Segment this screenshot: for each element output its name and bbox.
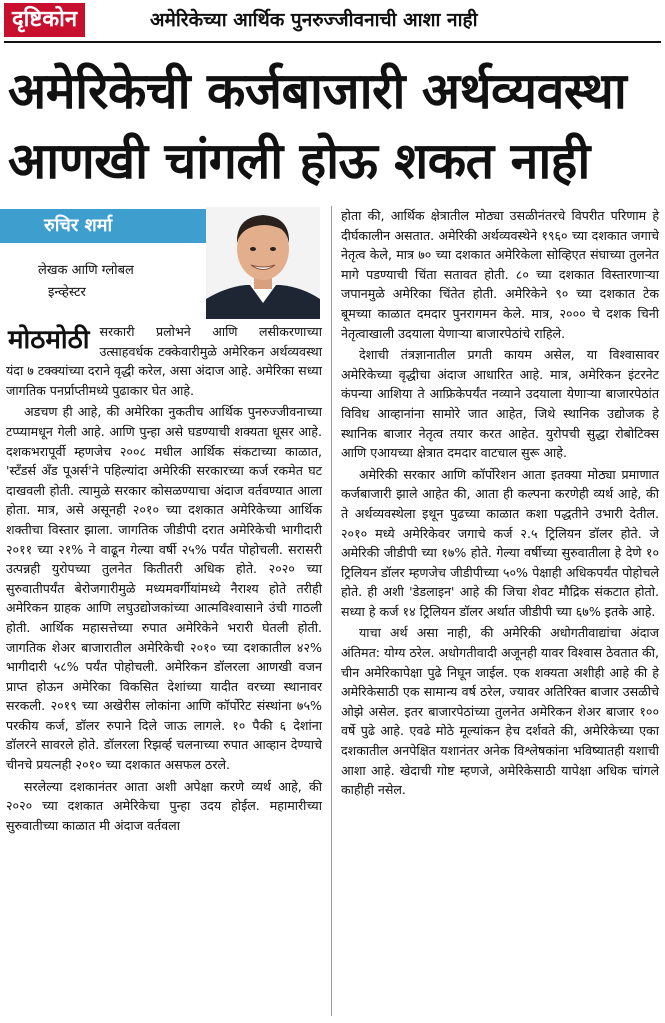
author-portrait-illustration: [206, 207, 320, 319]
article-paragraph: होता की, आर्थिक क्षेत्रातील मोठ्या उसळीनंतरचे विपरीत परिणाम हे दीर्घकालीन असतात. अमेरिकी अर्थव्यवस्थेने १९६० च्या दशकात जगाचे नेतृत्व केले, मात्र ७० च्या दशकात अमेरिकेला सोव्हिएत संघाच्या तुलनेत मागे पडण्याची चिंता सतावत होती. ८० च्या दशकात विस्तारणाऱ्या जपानमुळे अमेरिका चिंतेत होती. अमेरिकेने ९० च्या दशकात टेक बूमच्या काळात दमदार पुनरागमन केले. मात्र, २००० चे दशक चिनी नेतृत्वाखाली उदयाला येणाऱ्या बाजारपेठांचे राहिले.: [341, 208, 659, 341]
author-portrait: [206, 207, 320, 319]
article-paragraph: देशाची तंत्रज्ञानातील प्रगती कायम असेल, या विश्वासावर अमेरिकेच्या वृद्धीचा अंदाज आधारित आहे. मात्र, अमेरिकन इंटरनेट कंपन्या आशिया ते आफ्रिकेपर्यंत नव्याने उदयाला येणाऱ्या बाजारपेठांत विविध आव्हानांना सामोरे जात आहेत, जिथे स्थानिक उद्योजक हे स्थानिक बाजार नेतृत्व तयार करत आहेत. युरोपची सुद्धा रोबोटिक्स आणि एआयच्या क्षेत्रात दमदार वाटचाल सुरू आहे.: [341, 347, 659, 461]
author-role: [38, 260, 188, 304]
article-paragraph: याचा अर्थ असा नाही, की अमेरिकी अधोगतीवाद्यांचा अंदाज अंतिमत: योग्य ठरेल. अधोगतीवादी अजूनही यावर विश्वास ठेवतात की, चीन अमेरिकापेक्षा पुढे निघून जाईल. एक शक्यता अशीही आहे की हे अमेरिकेसाठी एक सामान्य वर्ष ठरेल, ज्यावर अतिरिक्त बाजार उसळीचे ओझे असेल. इतर बाजारपेठांच्या तुलनेत अमेरिकन शेअर बाजार १०० वर्षे पुढे आहे. एवढे मोठे मूल्यांकन हेच दर्शवते की, अमेरिकेच्या एका दशकातील अनपेक्षित यशानंतर अनेक विश्लेषकांना भविष्यातही यशाची आशा आहे. खेदाची गोष्ट म्हणजे, अमेरिकेसाठी यापेक्षा अधिक चांगले काहीही नसेल.: [341, 625, 659, 798]
top-rule: [4, 41, 661, 43]
author-name: रुचिर शर्मा: [0, 209, 206, 243]
section-tag: दृष्टिकोन: [4, 3, 85, 37]
article-column-left: [6, 322, 322, 837]
article-column-right: [341, 206, 659, 802]
author-role-line-2: इन्व्हेस्टर: [48, 285, 86, 300]
article-paragraph: अमेरिकी सरकार आणि कॉर्पोरेशन आता इतक्या मोठ्या प्रमाणात कर्जबाजारी झाले आहेत की, आता ही कल्पना करणेही व्यर्थ आहे, की ते अर्थव्यवस्थेला इथून पुढच्या काळात कशा पद्धतीने उभारी देतील. २०१० मध्ये अमेरिकेवर जगाचे कर्ज २.५ ट्रिलियन डॉलर होते. जे अमेरिकी जीडीपी च्या १७% होते. गेल्या वर्षीच्या सुरुवातीला हे देणे १० ट्रिलियन डॉलर म्हणजेच जीडीपीच्या ५०% पेक्षाही अधिकपर्यंत पोहोचले होते. ही अशी 'डेडलाइन' आहे की जिचा शेवट मौद्रिक संकटात होतो. सध्या हे कर्ज १४ ट्रिलियन डॉलर अर्थात जीडीपी च्या ६७% इतके आहे.: [341, 466, 659, 619]
column-divider: [331, 206, 332, 1016]
kicker-headline: अमेरिकेच्या आर्थिक पुनरुज्जीवनाची आशा नाही: [150, 9, 478, 31]
header-strip: [0, 0, 665, 40]
dropcap-word: मोठमोठी: [8, 325, 90, 355]
headline-line-2: आणखी चांगली होऊ शकत नाही: [8, 132, 590, 190]
article-paragraph: सरलेल्या दशकानंतर आता अशी अपेक्षा करणे व्यर्थ आहे, की २०२० च्या दशकात अमेरिकेचा पुन्हा उदय होईल. महामारीच्या सुरुवातीच्या काळात मी अंदाज वर्तवला: [6, 778, 322, 833]
headline-line-1: अमेरिकेची कर्जबाजारी अर्थव्यवस्था: [8, 62, 627, 120]
author-role-line-1: लेखक आणि ग्लोबल: [38, 263, 134, 278]
article-paragraph: अडचण ही आहे, की अमेरिका नुकतीच आर्थिक पुनरुज्जीवनाच्या टप्प्यामधून गेली आहे. आणि पुन्हा असे घडण्याची शक्यता धूसर आहे. दशकभरापूर्वी म्हणजेच २००८ मधील आर्थिक संकटाच्या काळात, 'स्टँडर्स अँड पूअर्स'ने पहिल्यांदा अमेरिकी सरकारच्या कर्ज रकमेत घट दाखवली होती. त्यामुळे सरकार कोसळण्याचा अंदाज वर्तवण्यात आला होता. मात्र, असे असूनही २०१० च्या दशकात अमेरिकेच्या आर्थिक शक्तीचा विस्तार झाला. जागतिक जीडीपी दरात अमेरिकेची भागीदारी २०११ च्या २१% ने वाढून गेल्या वर्षी २५% पर्यंत पोहोचली. सरासरी उत्पन्नही युरोपच्या तुलनेत कितीतरी अधिक होते. २०२० च्या सुरुवातीपर्यंत बेरोजगारीमुळे मध्यमवर्गीयांमध्ये नैराश्य होते तरीही अमेरिकन ग्राहक आणि लघुउद्योजकांच्या आत्मविश्वासाने उंची गाठली होती. आर्थिक महासत्तेच्या रुपात अमेरिकेने भरारी घेतली होती. जागतिक शेअर बाजारातील अमेरिकेची २०१० च्या दशकातील ४२% भागीदारी ५८% पर्यंत पोहोचली. अमेरिकन डॉलरला आणखी वजन प्राप्त होऊन अमेरिका विकसित देशांच्या यादीत वरच्या स्थानावर सरकली. २०१९ च्या अखेरीस लोकांना आणि कॉर्पोरेट संस्थांना ७५% परकीय कर्ज, डॉलर रुपाने दिले जाऊ लागले. १० पैकी ६ देशांना डॉलरने सावरले होते. डॉलरला रिझर्व्ह चलनाच्या रुपात आव्हान देण्याचे चीनचे प्रयत्नही २०१० च्या दशकात असफल ठरले.: [6, 404, 322, 773]
article-paragraph: मोठमोठी सरकारी प्रलोभने आणि लसीकरणाच्या उत्साहवर्धक टक्केवारीमुळे अमेरिकन अर्थव्यवस्था यंदा ७ टक्क्यांच्या दराने वृद्धी करेल, असा अंदाज आहे. अमेरिका सध्या जागतिक पनर्प्राप्तीमध्ये पुढाकार घेत आहे.: [6, 324, 322, 398]
